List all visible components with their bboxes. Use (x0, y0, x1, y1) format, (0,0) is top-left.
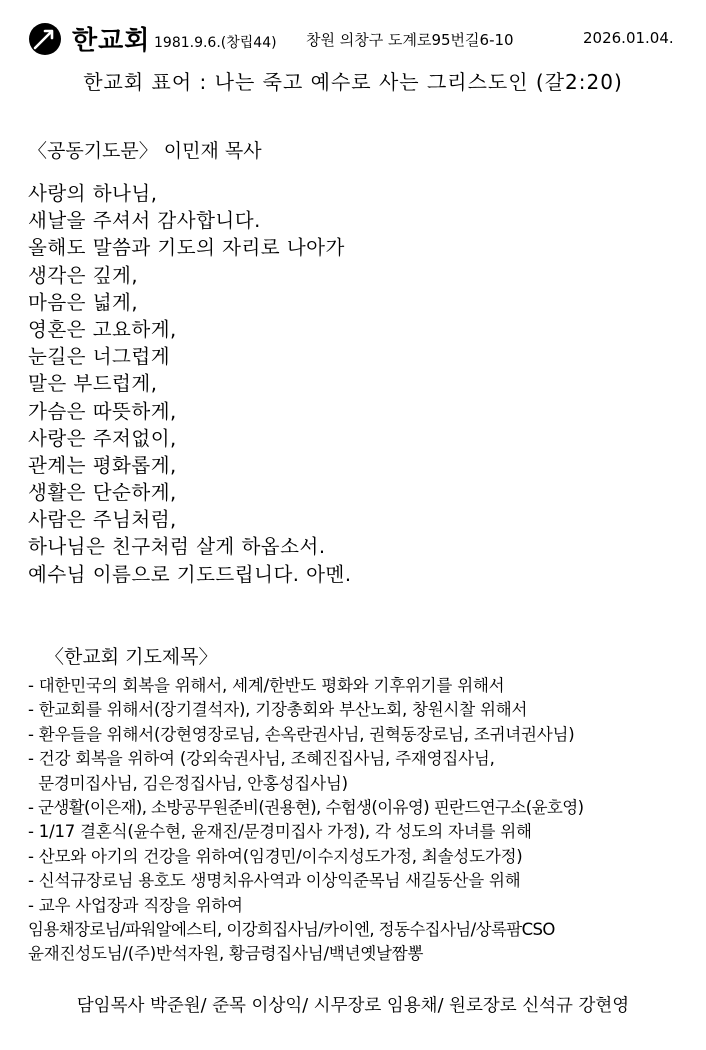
prayer-topic: - 군생활(이은재), 소방공무원준비(권용현), 수험생(이유영) 핀란드연구소(윤호영) (28, 797, 584, 817)
prayer-line: 생활은 단순하게, (28, 481, 177, 505)
prayer-topic: 문경미집사님, 김은정집사님, 안홍성집사님) (28, 773, 348, 793)
prayer-topic: - 산모와 아기의 건강을 위하여(임경민/이수지성도가정, 최솔성도가정) (28, 846, 523, 866)
prayer-line: 생각은 깊게, (28, 263, 139, 287)
bulletin-date: 2026.01.04. (583, 29, 674, 47)
prayer-topic: - 한교회를 위해서(장기결석자), 기장총회와 부산노회, 창원시찰 위해서 (28, 700, 528, 720)
pastoral-staff: 담임목사 박준원/ 준목 이상익/ 시무장로 임용채/ 원로장로 신석규 강현영 (76, 996, 630, 1016)
prayer-line: 영혼은 고요하게, (28, 317, 177, 341)
church-motto: 한교회 표어 : 나는 죽고 예수로 사는 그리스도인 (갈2:20) (83, 70, 623, 94)
prayer-line: 사람은 주님처럼, (28, 508, 177, 532)
founded-date: 1981.9.6.(창립44) (154, 35, 277, 51)
prayer-heading: 〈공동기도문〉 이민재 목사 (28, 140, 262, 162)
prayer-line: 올해도 말씀과 기도의 자리로 나아가 (28, 236, 345, 260)
prayer-topic: - 환우들을 위해서(강현영장로님, 손옥란권사님, 권혁동장로님, 조귀녀권사님) (28, 724, 575, 744)
common-prayer (28, 180, 352, 588)
prayer-line: 사랑의 하나님, (28, 182, 158, 205)
church-logo-icon (28, 22, 62, 56)
prayer-line: 하나님은 친구처럼 살게 하옵소서. (28, 535, 326, 559)
prayer-topic: - 건강 회복을 위하여 (강외숙권사님, 조혜진집사님, 주재영집사님, (28, 749, 495, 769)
prayer-topic: 임용채장로님/파워알에스티, 이강희집사님/카이엔, 정동수집사님/상록팜CSO (28, 919, 555, 939)
prayer-topic: 윤재진성도님/(주)반석자원, 황금령집사님/백년옛날짬뽕 (28, 944, 424, 964)
prayer-line: 가슴은 따뜻하게, (28, 399, 177, 423)
prayer-topic: - 1/17 결혼식(윤수현, 윤재진/문경미집사 가정), 각 성도의 자녀를 위해 (28, 822, 532, 842)
prayer-line: 예수님 이름으로 기도드립니다. 아멘. (28, 562, 352, 586)
prayer-line: 새날을 주셔서 감사합니다. (28, 209, 261, 233)
prayer-topic: - 신석규장로님 용호도 생명치유사역과 이상익준목님 새길동산을 위해 (28, 871, 521, 891)
church-name: 한교회 (72, 26, 151, 56)
prayer-line: 말은 부드럽게, (28, 372, 158, 396)
prayer-topic: - 교우 사업장과 직장을 위하여 (28, 895, 243, 915)
prayer-line: 눈길은 너그럽게 (28, 345, 171, 369)
prayer-line: 관계는 평화롭게, (28, 453, 177, 477)
prayer-topic: - 대한민국의 회복을 위해서, 세계/한반도 평화와 기후위기를 위해서 (28, 676, 505, 695)
bulletin-header (28, 18, 688, 58)
church-address: 창원 의창구 도계로95번길6-10 (306, 31, 514, 49)
prayer-topics (28, 674, 583, 967)
prayer-topics-heading: 〈한교회 기도제목〉 (45, 646, 218, 668)
prayer-line: 사랑은 주저없이, (28, 426, 177, 450)
prayer-line: 마음은 넓게, (28, 290, 139, 314)
